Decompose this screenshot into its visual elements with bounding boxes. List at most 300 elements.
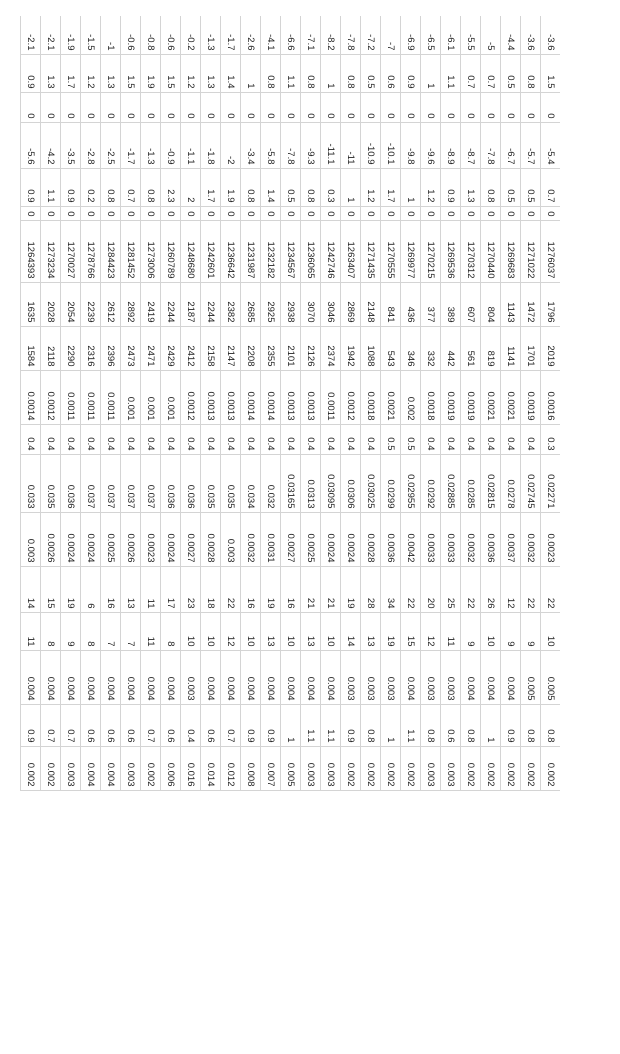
cell[interactable]: 0.03165: [281, 454, 301, 512]
cell[interactable]: 0.9: [21, 54, 41, 92]
cell[interactable]: 20: [421, 566, 441, 612]
cell[interactable]: 0.003: [441, 650, 461, 704]
cell[interactable]: 0.02745: [521, 454, 541, 512]
cell[interactable]: 1271022: [521, 220, 541, 282]
cell[interactable]: 0.004: [321, 650, 341, 704]
cell[interactable]: 0.3: [541, 424, 561, 454]
cell[interactable]: 0.014: [201, 746, 221, 790]
cell[interactable]: 0.003: [361, 650, 381, 704]
cell[interactable]: 0.0024: [61, 512, 81, 566]
cell[interactable]: 0: [181, 92, 201, 122]
cell[interactable]: -10.9: [361, 122, 381, 168]
cell[interactable]: 0: [41, 92, 61, 122]
cell[interactable]: -2.1: [41, 16, 61, 54]
cell[interactable]: 0.0011: [321, 370, 341, 424]
cell[interactable]: 0.0013: [301, 370, 321, 424]
cell[interactable]: 0.8: [541, 704, 561, 746]
cell[interactable]: 0.0027: [281, 512, 301, 566]
cell[interactable]: -9.6: [421, 122, 441, 168]
cell[interactable]: 1269536: [441, 220, 461, 282]
cell[interactable]: 16: [241, 566, 261, 612]
cell[interactable]: 0.9: [241, 704, 261, 746]
cell[interactable]: -1.3: [201, 16, 221, 54]
cell[interactable]: 19: [341, 566, 361, 612]
cell[interactable]: 0.003: [121, 746, 141, 790]
cell[interactable]: 1.3: [41, 54, 61, 92]
cell[interactable]: 0.6: [441, 704, 461, 746]
cell[interactable]: 1270215: [421, 220, 441, 282]
cell[interactable]: 0.0032: [461, 512, 481, 566]
cell[interactable]: 0.0011: [81, 370, 101, 424]
cell[interactable]: 1270440: [481, 220, 501, 282]
cell[interactable]: 34: [381, 566, 401, 612]
cell[interactable]: 0.003: [381, 650, 401, 704]
cell[interactable]: -1.9: [61, 16, 81, 54]
cell[interactable]: 0.004: [301, 650, 321, 704]
cell[interactable]: 0.8: [301, 168, 321, 206]
cell[interactable]: 0.4: [201, 424, 221, 454]
cell[interactable]: 0: [541, 206, 561, 220]
cell[interactable]: 2244: [161, 282, 181, 326]
cell[interactable]: -5.4: [541, 122, 561, 168]
cell[interactable]: 0: [241, 92, 261, 122]
cell[interactable]: 0.004: [101, 650, 121, 704]
cell[interactable]: 0.4: [441, 424, 461, 454]
cell[interactable]: 0.9: [501, 704, 521, 746]
cell[interactable]: 2054: [61, 282, 81, 326]
cell[interactable]: 10: [181, 612, 201, 650]
cell[interactable]: 0.0042: [401, 512, 421, 566]
cell[interactable]: 0.7: [121, 168, 141, 206]
cell[interactable]: 0.002: [381, 746, 401, 790]
cell[interactable]: 0.8: [101, 168, 121, 206]
cell[interactable]: 0.5: [501, 168, 521, 206]
cell[interactable]: 0.003: [321, 746, 341, 790]
cell[interactable]: 0.0025: [301, 512, 321, 566]
cell[interactable]: 0: [461, 92, 481, 122]
cell[interactable]: 2158: [201, 326, 221, 370]
cell[interactable]: 0.004: [141, 650, 161, 704]
cell[interactable]: 0.037: [141, 454, 161, 512]
cell[interactable]: 2473: [121, 326, 141, 370]
cell[interactable]: 0.4: [241, 424, 261, 454]
cell[interactable]: 2244: [201, 282, 221, 326]
cell[interactable]: 0.0012: [41, 370, 61, 424]
cell[interactable]: 0: [121, 92, 141, 122]
cell[interactable]: 2471: [141, 326, 161, 370]
cell[interactable]: 0.0014: [241, 370, 261, 424]
cell[interactable]: -1.5: [81, 16, 101, 54]
cell[interactable]: 12: [501, 566, 521, 612]
cell[interactable]: 0: [261, 206, 281, 220]
cell[interactable]: 16: [101, 566, 121, 612]
cell[interactable]: -4.4: [501, 16, 521, 54]
cell[interactable]: -7.8: [481, 122, 501, 168]
cell[interactable]: 25: [441, 566, 461, 612]
cell[interactable]: 0: [501, 206, 521, 220]
cell[interactable]: 13: [301, 612, 321, 650]
cell[interactable]: 11: [441, 612, 461, 650]
cell[interactable]: 0.036: [61, 454, 81, 512]
cell[interactable]: 0.0024: [161, 512, 181, 566]
cell[interactable]: 0.6: [101, 704, 121, 746]
cell[interactable]: -2.8: [81, 122, 101, 168]
cell[interactable]: 0.4: [461, 424, 481, 454]
cell[interactable]: 0.004: [81, 650, 101, 704]
cell[interactable]: 0.002: [401, 746, 421, 790]
cell[interactable]: 10: [201, 612, 221, 650]
cell[interactable]: -0.6: [161, 16, 181, 54]
cell[interactable]: 442: [441, 326, 461, 370]
cell[interactable]: 0.004: [221, 650, 241, 704]
cell[interactable]: -1.3: [141, 122, 161, 168]
cell[interactable]: 9: [501, 612, 521, 650]
cell[interactable]: 1141: [501, 326, 521, 370]
cell[interactable]: -7.1: [301, 16, 321, 54]
cell[interactable]: 0.004: [41, 650, 61, 704]
cell[interactable]: 1.7: [61, 54, 81, 92]
cell[interactable]: 0.7: [461, 54, 481, 92]
cell[interactable]: 1796: [541, 282, 561, 326]
cell[interactable]: 0.004: [481, 650, 501, 704]
cell[interactable]: 0: [161, 92, 181, 122]
cell[interactable]: 0.0028: [201, 512, 221, 566]
cell[interactable]: 1234567: [281, 220, 301, 282]
cell[interactable]: 2396: [101, 326, 121, 370]
cell[interactable]: 1273006: [141, 220, 161, 282]
cell[interactable]: 0.0011: [61, 370, 81, 424]
cell[interactable]: 22: [461, 566, 481, 612]
cell[interactable]: 0: [341, 206, 361, 220]
cell[interactable]: 0.0313: [301, 454, 321, 512]
cell[interactable]: 0.0019: [521, 370, 541, 424]
cell[interactable]: 0.0032: [521, 512, 541, 566]
cell[interactable]: 1: [281, 704, 301, 746]
cell[interactable]: -5.5: [461, 16, 481, 54]
cell[interactable]: 0: [41, 206, 61, 220]
cell[interactable]: -7: [381, 16, 401, 54]
cell[interactable]: -7.8: [341, 16, 361, 54]
cell[interactable]: 0.0013: [281, 370, 301, 424]
cell[interactable]: 28: [361, 566, 381, 612]
cell[interactable]: 0.035: [201, 454, 221, 512]
cell[interactable]: 0.0021: [481, 370, 501, 424]
cell[interactable]: 0: [481, 92, 501, 122]
cell[interactable]: 0.4: [41, 424, 61, 454]
cell[interactable]: 12: [221, 612, 241, 650]
cell[interactable]: 0.4: [501, 424, 521, 454]
cell[interactable]: 0.012: [221, 746, 241, 790]
cell[interactable]: 1270027: [61, 220, 81, 282]
cell[interactable]: 0.2: [81, 168, 101, 206]
cell[interactable]: 0.8: [341, 54, 361, 92]
cell[interactable]: 0.6: [121, 704, 141, 746]
cell[interactable]: 0.8: [521, 54, 541, 92]
cell[interactable]: 1635: [21, 282, 41, 326]
cell[interactable]: 1270312: [461, 220, 481, 282]
cell[interactable]: 7: [121, 612, 141, 650]
cell[interactable]: 2290: [61, 326, 81, 370]
cell[interactable]: 0.4: [521, 424, 541, 454]
cell[interactable]: 1472: [521, 282, 541, 326]
cell[interactable]: 0.9: [401, 54, 421, 92]
cell[interactable]: 0.035: [41, 454, 61, 512]
cell[interactable]: 0: [221, 92, 241, 122]
cell[interactable]: 0.005: [281, 746, 301, 790]
cell[interactable]: 2118: [41, 326, 61, 370]
cell[interactable]: -7.2: [361, 16, 381, 54]
cell[interactable]: 0.0019: [461, 370, 481, 424]
cell[interactable]: 1.1: [441, 54, 461, 92]
cell[interactable]: 1.1: [321, 704, 341, 746]
cell[interactable]: -9.3: [301, 122, 321, 168]
cell[interactable]: 1.5: [161, 54, 181, 92]
cell[interactable]: 0: [421, 206, 441, 220]
cell[interactable]: 0.0033: [421, 512, 441, 566]
cell[interactable]: 0.035: [221, 454, 241, 512]
cell[interactable]: 0: [481, 206, 501, 220]
cell[interactable]: 0.003: [341, 650, 361, 704]
cell[interactable]: 0.0032: [241, 512, 261, 566]
cell[interactable]: 0.8: [241, 168, 261, 206]
cell[interactable]: 13: [121, 566, 141, 612]
cell[interactable]: 0.005: [541, 650, 561, 704]
cell[interactable]: 0.003: [421, 650, 441, 704]
cell[interactable]: 1: [241, 54, 261, 92]
cell[interactable]: 1276037: [541, 220, 561, 282]
cell[interactable]: 1242746: [321, 220, 341, 282]
cell[interactable]: 0.4: [121, 424, 141, 454]
cell[interactable]: 1248680: [181, 220, 201, 282]
cell[interactable]: -5.8: [261, 122, 281, 168]
cell[interactable]: 1: [381, 704, 401, 746]
cell[interactable]: 0.5: [501, 54, 521, 92]
cell[interactable]: 1584: [21, 326, 41, 370]
cell[interactable]: 1.3: [101, 54, 121, 92]
cell[interactable]: 1: [421, 54, 441, 92]
cell[interactable]: 1.3: [461, 168, 481, 206]
cell[interactable]: 0.004: [461, 650, 481, 704]
cell[interactable]: 0.02815: [481, 454, 501, 512]
cell[interactable]: 10: [321, 612, 341, 650]
cell[interactable]: 2925: [261, 282, 281, 326]
cell[interactable]: 1.3: [201, 54, 221, 92]
cell[interactable]: -4.2: [41, 122, 61, 168]
cell[interactable]: 8: [41, 612, 61, 650]
cell[interactable]: 15: [401, 612, 421, 650]
cell[interactable]: 0.002: [541, 746, 561, 790]
cell[interactable]: 0: [401, 206, 421, 220]
cell[interactable]: 0.4: [61, 424, 81, 454]
cell[interactable]: 0: [341, 92, 361, 122]
cell[interactable]: 2382: [221, 282, 241, 326]
cell[interactable]: 0.0014: [261, 370, 281, 424]
cell[interactable]: 0: [401, 92, 421, 122]
cell[interactable]: 0.003: [61, 746, 81, 790]
cell[interactable]: 0.0031: [261, 512, 281, 566]
cell[interactable]: -6.6: [281, 16, 301, 54]
cell[interactable]: 11: [141, 612, 161, 650]
cell[interactable]: 0.6: [161, 704, 181, 746]
cell[interactable]: 436: [401, 282, 421, 326]
cell[interactable]: 0.002: [521, 746, 541, 790]
cell[interactable]: 0.4: [421, 424, 441, 454]
cell[interactable]: 2187: [181, 282, 201, 326]
cell[interactable]: 1.2: [81, 54, 101, 92]
cell[interactable]: -3.5: [61, 122, 81, 168]
cell[interactable]: 0.6: [81, 704, 101, 746]
cell[interactable]: -10.1: [381, 122, 401, 168]
cell[interactable]: 0.8: [481, 168, 501, 206]
cell[interactable]: 6: [81, 566, 101, 612]
cell[interactable]: 0: [281, 206, 301, 220]
cell[interactable]: 0.036: [161, 454, 181, 512]
cell[interactable]: 2892: [121, 282, 141, 326]
cell[interactable]: 0.7: [61, 704, 81, 746]
cell[interactable]: 2419: [141, 282, 161, 326]
cell[interactable]: 332: [421, 326, 441, 370]
cell[interactable]: 0: [261, 92, 281, 122]
cell[interactable]: 1236065: [301, 220, 321, 282]
cell[interactable]: 0.037: [81, 454, 101, 512]
cell[interactable]: 1.5: [121, 54, 141, 92]
cell[interactable]: -0.6: [121, 16, 141, 54]
cell[interactable]: 0.004: [21, 650, 41, 704]
cell[interactable]: 0.7: [541, 168, 561, 206]
cell[interactable]: 0.7: [141, 704, 161, 746]
cell[interactable]: 0: [361, 206, 381, 220]
cell[interactable]: 0.001: [141, 370, 161, 424]
cell[interactable]: 0: [501, 92, 521, 122]
cell[interactable]: 19: [261, 566, 281, 612]
cell[interactable]: 0.8: [461, 704, 481, 746]
cell[interactable]: -3.6: [541, 16, 561, 54]
cell[interactable]: 15: [41, 566, 61, 612]
cell[interactable]: 0.8: [421, 704, 441, 746]
cell[interactable]: -6.5: [421, 16, 441, 54]
cell[interactable]: 0.0011: [101, 370, 121, 424]
cell[interactable]: -0.2: [181, 16, 201, 54]
cell[interactable]: 0.032: [261, 454, 281, 512]
cell[interactable]: 0.004: [61, 650, 81, 704]
cell[interactable]: 1236642: [221, 220, 241, 282]
cell[interactable]: 2612: [101, 282, 121, 326]
cell[interactable]: 0: [161, 206, 181, 220]
cell[interactable]: 0.003: [421, 746, 441, 790]
cell[interactable]: 0.034: [241, 454, 261, 512]
cell[interactable]: 0.0036: [381, 512, 401, 566]
cell[interactable]: 3070: [301, 282, 321, 326]
cell[interactable]: 0: [121, 206, 141, 220]
cell[interactable]: -0.9: [161, 122, 181, 168]
cell[interactable]: 0.5: [521, 168, 541, 206]
cell[interactable]: 0.0023: [141, 512, 161, 566]
cell[interactable]: 0: [361, 92, 381, 122]
cell[interactable]: 841: [381, 282, 401, 326]
cell[interactable]: 14: [21, 566, 41, 612]
cell[interactable]: 819: [481, 326, 501, 370]
cell[interactable]: 0.8: [141, 168, 161, 206]
cell[interactable]: 19: [381, 612, 401, 650]
cell[interactable]: 0.006: [161, 746, 181, 790]
cell[interactable]: 0: [441, 92, 461, 122]
cell[interactable]: 0.4: [361, 424, 381, 454]
cell[interactable]: 0.4: [301, 424, 321, 454]
cell[interactable]: 0.0278: [501, 454, 521, 512]
cell[interactable]: 10: [541, 612, 561, 650]
cell[interactable]: 0.002: [21, 746, 41, 790]
cell[interactable]: 21: [301, 566, 321, 612]
cell[interactable]: 9: [61, 612, 81, 650]
cell[interactable]: 0.0013: [221, 370, 241, 424]
cell[interactable]: 13: [261, 612, 281, 650]
cell[interactable]: 0: [141, 92, 161, 122]
cell[interactable]: 0.02271: [541, 454, 561, 512]
cell[interactable]: 0.004: [101, 746, 121, 790]
cell[interactable]: 0.036: [181, 454, 201, 512]
cell[interactable]: 0.0025: [101, 512, 121, 566]
cell[interactable]: -6.7: [501, 122, 521, 168]
cell[interactable]: 1.1: [301, 704, 321, 746]
cell[interactable]: 0: [381, 92, 401, 122]
cell[interactable]: 0.0023: [541, 512, 561, 566]
cell[interactable]: 0.004: [401, 650, 421, 704]
cell[interactable]: -9.8: [401, 122, 421, 168]
cell[interactable]: 0.002: [341, 746, 361, 790]
cell[interactable]: 0.0018: [421, 370, 441, 424]
cell[interactable]: 1.7: [381, 168, 401, 206]
cell[interactable]: 0.4: [21, 424, 41, 454]
cell[interactable]: 2028: [41, 282, 61, 326]
cell[interactable]: 0: [61, 92, 81, 122]
cell[interactable]: 0.003: [21, 512, 41, 566]
cell[interactable]: 0.4: [341, 424, 361, 454]
cell[interactable]: 0.004: [261, 650, 281, 704]
cell[interactable]: 1: [401, 168, 421, 206]
cell[interactable]: 13: [361, 612, 381, 650]
cell[interactable]: 0.4: [81, 424, 101, 454]
cell[interactable]: 2147: [221, 326, 241, 370]
cell[interactable]: 0: [101, 92, 121, 122]
cell[interactable]: 0.0036: [481, 512, 501, 566]
cell[interactable]: 7: [101, 612, 121, 650]
cell[interactable]: 0.0033: [441, 512, 461, 566]
cell[interactable]: 0.0299: [381, 454, 401, 512]
cell[interactable]: 18: [201, 566, 221, 612]
cell[interactable]: 2412: [181, 326, 201, 370]
cell[interactable]: 1.4: [261, 168, 281, 206]
cell[interactable]: -6.1: [441, 16, 461, 54]
cell[interactable]: 0: [461, 206, 481, 220]
cell[interactable]: 0.0028: [361, 512, 381, 566]
cell[interactable]: 1: [481, 704, 501, 746]
cell[interactable]: 1.9: [221, 168, 241, 206]
cell[interactable]: -4.1: [261, 16, 281, 54]
cell[interactable]: 1.1: [401, 704, 421, 746]
cell[interactable]: 0.0037: [501, 512, 521, 566]
cell[interactable]: -2.1: [21, 16, 41, 54]
cell[interactable]: 0.0016: [541, 370, 561, 424]
cell[interactable]: 0.8: [301, 54, 321, 92]
cell[interactable]: 0.0306: [341, 454, 361, 512]
cell[interactable]: 0: [81, 92, 101, 122]
cell[interactable]: 26: [481, 566, 501, 612]
cell[interactable]: 0.7: [481, 54, 501, 92]
cell[interactable]: 0.02955: [401, 454, 421, 512]
cell[interactable]: 0.6: [201, 704, 221, 746]
cell[interactable]: 0: [301, 92, 321, 122]
cell[interactable]: 0.002: [141, 746, 161, 790]
